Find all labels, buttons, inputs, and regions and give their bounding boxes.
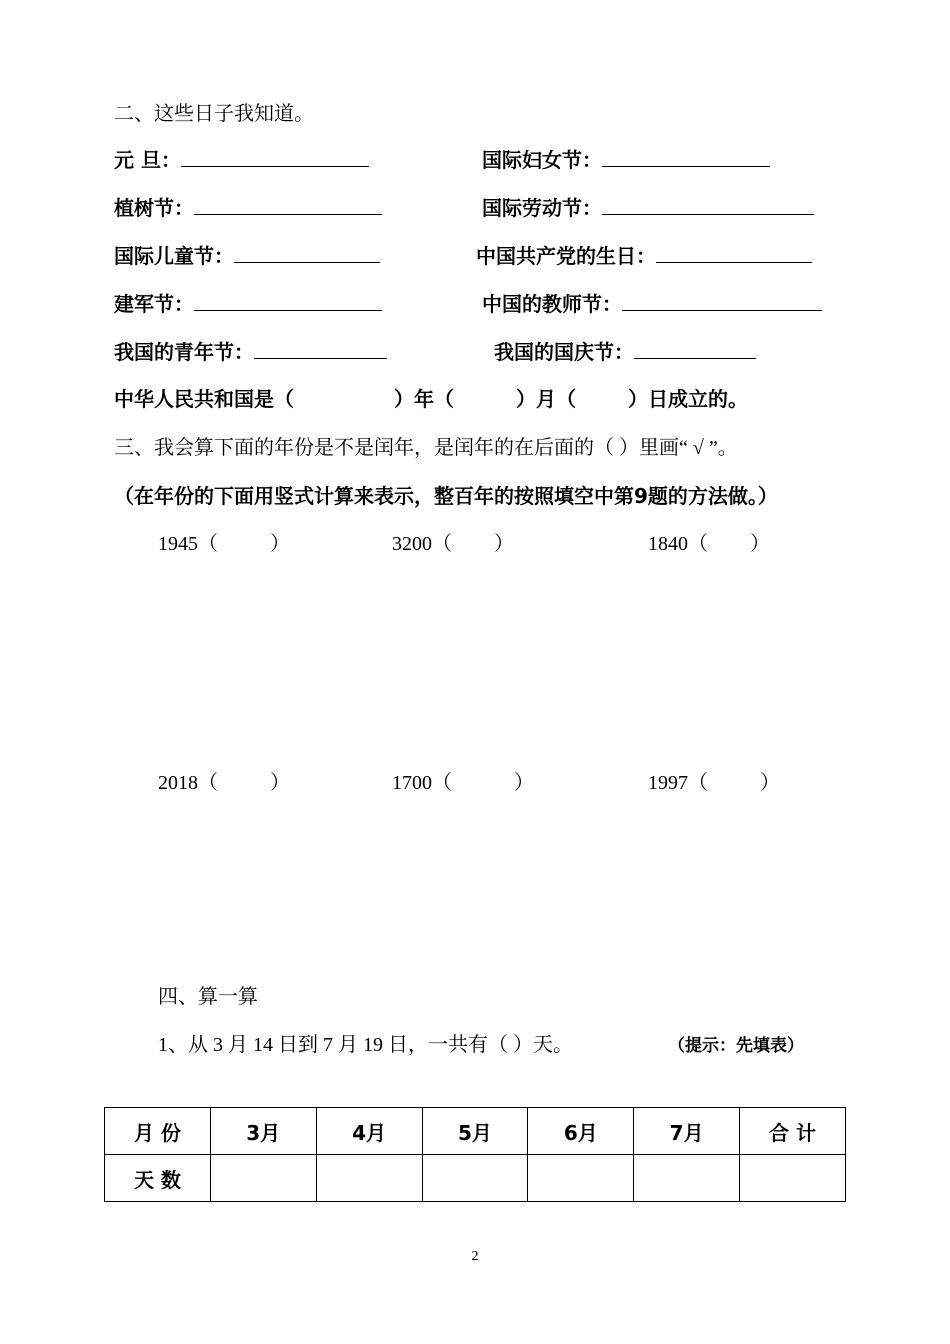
days-cell-mar[interactable] xyxy=(210,1155,316,1202)
section4-question: 1、从 3 月 14 日到 7 月 19 日，一共有（ ）天。 xyxy=(158,1034,573,1056)
holiday-label-teachers-day: 中国的教师节： xyxy=(482,292,622,316)
section3-note: （在年份的下面用竖式计算来表示，整百年的按照填空中第9题的方法做。） xyxy=(114,484,778,508)
table-header-cell: 月 份 xyxy=(105,1108,211,1155)
days-cell-total[interactable] xyxy=(740,1155,846,1202)
close-paren: ） xyxy=(494,533,514,555)
holiday-row-5-right xyxy=(494,338,756,366)
table-header-cell: 5月 xyxy=(422,1108,528,1155)
year-1840 xyxy=(648,530,770,558)
holiday-label-army-day: 建军节： xyxy=(114,292,194,316)
holiday-row-3-right xyxy=(476,242,812,270)
holiday-row-1-right xyxy=(482,146,770,174)
answer-blank-party-birthday[interactable] xyxy=(656,244,812,263)
holiday-label-national-day: 我国的国庆节： xyxy=(494,340,634,364)
holiday-label-womens-day: 国际妇女节： xyxy=(482,148,602,172)
days-cell-may[interactable] xyxy=(422,1155,528,1202)
holiday-label-labor-day: 国际劳动节： xyxy=(482,196,602,220)
answer-blank-teachers-day[interactable] xyxy=(622,292,822,311)
holiday-row-2-left xyxy=(114,194,382,222)
answer-blank-new-year[interactable] xyxy=(181,148,369,167)
answer-blank-arbor-day[interactable] xyxy=(194,196,382,215)
table-header-row xyxy=(105,1108,846,1155)
holiday-row-4-left xyxy=(114,290,382,318)
days-cell-apr[interactable] xyxy=(316,1155,422,1202)
year-label: 1997（ xyxy=(648,772,708,794)
section4-hint: （提示：先填表） xyxy=(668,1036,804,1056)
year-1945 xyxy=(158,530,290,558)
days-cell-jun[interactable] xyxy=(528,1155,634,1202)
table-header-cell: 6月 xyxy=(528,1108,634,1155)
section4-heading: 四、算一算 xyxy=(158,986,258,1008)
year-2018 xyxy=(158,769,290,797)
holiday-label-new-year: 元 旦： xyxy=(114,148,181,172)
founding-day-label: ）日成立的。 xyxy=(628,387,748,411)
close-paren: ） xyxy=(270,772,290,794)
year-3200 xyxy=(392,530,514,558)
year-label: 2018（ xyxy=(158,772,218,794)
holiday-label-arbor-day: 植树节： xyxy=(114,196,194,220)
close-paren: ） xyxy=(270,533,290,555)
answer-blank-army-day[interactable] xyxy=(194,292,382,311)
year-1700 xyxy=(392,769,534,797)
year-label: 1840（ xyxy=(648,533,708,555)
close-paren: ） xyxy=(514,772,534,794)
section3-heading: 三、我会算下面的年份是不是闰年，是闰年的在后面的（ ）里画“ √ ”。 xyxy=(114,437,738,459)
table-header-cell: 3月 xyxy=(210,1108,316,1155)
year-label: 1945（ xyxy=(158,533,218,555)
answer-blank-womens-day[interactable] xyxy=(602,148,770,167)
close-paren: ） xyxy=(760,772,780,794)
founding-prefix: 中华人民共和国是（ xyxy=(114,387,294,411)
founding-year-label: ）年（ xyxy=(394,387,454,411)
year-1997 xyxy=(648,769,780,797)
table-row-label: 天 数 xyxy=(105,1155,211,1202)
close-paren: ） xyxy=(750,533,770,555)
section2-heading: 二、这些日子我知道。 xyxy=(114,103,314,125)
holiday-row-3-left xyxy=(114,242,380,270)
answer-blank-national-day[interactable] xyxy=(634,340,756,359)
founding-month-label: ）月（ xyxy=(516,387,576,411)
holiday-label-party-birthday: 中国共产党的生日： xyxy=(476,244,656,268)
holiday-row-5-left xyxy=(114,338,387,366)
answer-blank-labor-day[interactable] xyxy=(602,196,814,215)
holiday-row-4-right xyxy=(482,290,822,318)
holiday-row-2-right xyxy=(482,194,814,222)
table-header-cell: 合 计 xyxy=(740,1108,846,1155)
year-label: 1700（ xyxy=(392,772,452,794)
answer-blank-youth-day[interactable] xyxy=(254,340,387,359)
holiday-row-1-left xyxy=(114,146,369,174)
year-label: 3200（ xyxy=(392,533,452,555)
page-number: 2 xyxy=(471,1249,479,1264)
table-header-cell: 4月 xyxy=(316,1108,422,1155)
holiday-label-childrens-day: 国际儿童节： xyxy=(114,244,234,268)
table-row-days xyxy=(105,1155,846,1202)
table-header-cell: 7月 xyxy=(634,1108,740,1155)
holiday-label-youth-day: 我国的青年节： xyxy=(114,340,254,364)
days-cell-jul[interactable] xyxy=(634,1155,740,1202)
month-days-table xyxy=(104,1107,846,1202)
answer-blank-childrens-day[interactable] xyxy=(234,244,380,263)
